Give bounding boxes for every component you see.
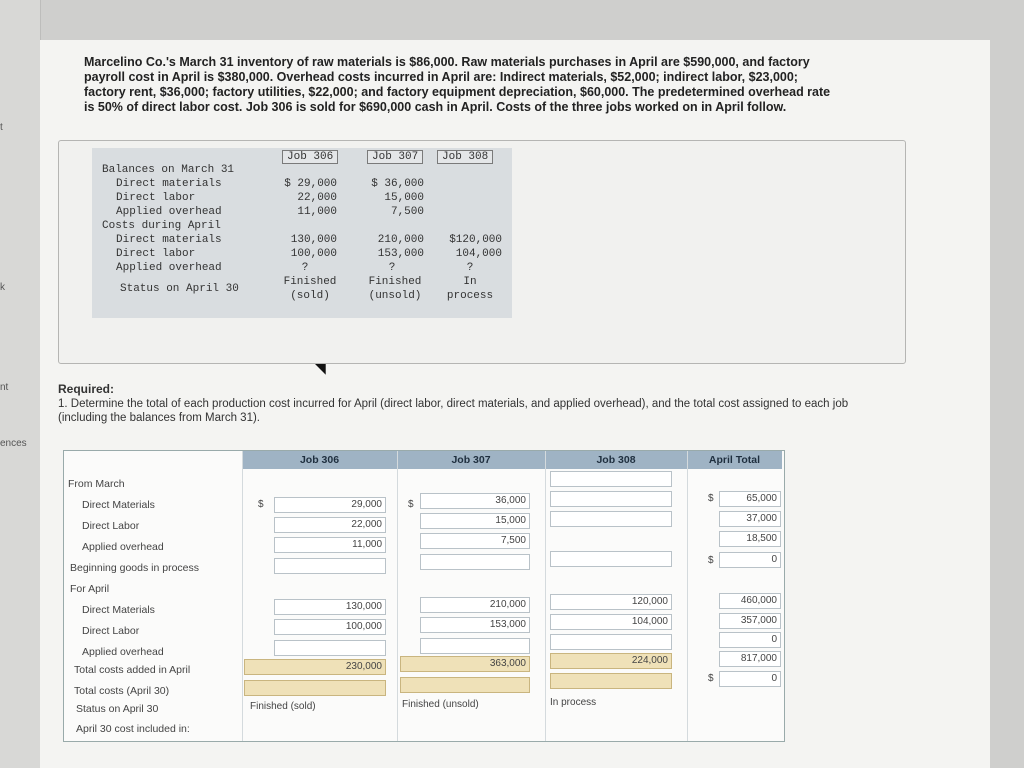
input-total-dm-march[interactable]: 65,000	[719, 491, 781, 507]
input-total-dm-april[interactable]: 460,000	[719, 593, 781, 609]
sidebar-label: k	[0, 282, 5, 293]
input-306-total-added[interactable]: 230,000	[244, 659, 386, 675]
cell-value: 22,000	[297, 192, 337, 204]
input-306-oh-march[interactable]: 11,000	[274, 537, 386, 553]
left-sidebar	[0, 0, 41, 768]
cell-value: 7,500	[390, 206, 424, 218]
cell-value: 130,000	[290, 234, 337, 246]
grid-row-label: Total costs added in April	[74, 664, 191, 676]
input-306-dm-april[interactable]: 130,000	[274, 599, 386, 615]
row-label: Direct labor	[116, 248, 196, 260]
section-balances: Balances on March 31	[102, 164, 235, 176]
status-306-b: (sold)	[290, 290, 330, 302]
grid-row-label: Direct Labor	[82, 625, 140, 637]
grid-row-label: Beginning goods in process	[70, 562, 200, 574]
input-307-total-added[interactable]: 363,000	[400, 656, 530, 672]
currency-symbol: $	[708, 493, 714, 504]
cell-value: ?	[466, 262, 474, 274]
grid-row-label: Total costs (April 30)	[74, 685, 170, 697]
cell-value: 11,000	[297, 206, 337, 218]
input-307-total-costs[interactable]	[400, 677, 530, 693]
header-job-308: Job 308	[437, 150, 493, 164]
status-label: Status on April 30	[120, 283, 239, 295]
input-total-begin-gip[interactable]: 0	[719, 552, 781, 568]
input-308-total-costs[interactable]	[550, 673, 672, 689]
header-job-307: Job 307	[367, 150, 423, 164]
input-308-begin-gip[interactable]	[550, 551, 672, 567]
job-cost-table	[92, 148, 512, 318]
grid-row-label: From March	[68, 478, 125, 490]
grid-header-job-307: Job 307	[397, 451, 545, 469]
problem-text: Marcelino Co.'s March 31 inventory of raw materials is $86,000. Raw materials purchases in April are $590,000, and factory payroll cost in April is $380,000. Overhead costs incurred in April are: Indirect materials, $52,000; indirect labor, $23,000; factory rent, $36,000; factory utilities, $22,000; and factory equipment depreciation, $60,000. The predetermined overhead rate is 50% of direct labor cost. Job 306 is sold for $690,000 cash in April. Costs of the three jobs worked on in April follow.	[84, 55, 831, 114]
currency-symbol: $	[258, 499, 264, 510]
input-total-oh-april[interactable]: 0	[719, 632, 781, 648]
cell-value: 15,000	[384, 192, 424, 204]
status-306-a: Finished	[283, 276, 337, 288]
input-306-total-costs[interactable]	[244, 680, 386, 696]
input-308-dm-march[interactable]	[550, 471, 672, 487]
input-total-dl-march[interactable]: 37,000	[719, 511, 781, 527]
grid-header-april-total: April Total	[687, 451, 782, 469]
input-308-oh-april[interactable]	[550, 634, 672, 650]
input-307-oh-april[interactable]	[420, 638, 530, 654]
status-308[interactable]: In process	[550, 697, 597, 708]
cell-value: 210,000	[377, 234, 424, 246]
status-308-a: In	[463, 276, 477, 288]
input-308-total-added[interactable]: 224,000	[550, 653, 672, 669]
required-section	[58, 382, 888, 425]
status-308-b: process	[446, 290, 494, 302]
grid-row-label: Direct Materials	[82, 604, 155, 616]
currency-symbol: $	[708, 673, 714, 684]
grid-header-job-306: Job 306	[242, 451, 397, 469]
input-308-oh-march[interactable]	[550, 511, 672, 527]
cell-value: $ 29,000	[284, 178, 337, 190]
grid-row-label: April 30 cost included in:	[76, 723, 190, 735]
input-308-dl-april[interactable]: 104,000	[550, 614, 672, 630]
cell-value: 100,000	[290, 248, 337, 260]
row-label: Applied overhead	[116, 262, 222, 274]
cell-value: 153,000	[377, 248, 424, 260]
row-label: Direct materials	[116, 178, 222, 190]
input-306-begin-gip[interactable]	[274, 558, 386, 574]
input-307-dm-march[interactable]: 36,000	[420, 493, 530, 509]
input-306-dl-april[interactable]: 100,000	[274, 619, 386, 635]
required-text: 1. Determine the total of each production cost incurred for April (direct labor, direct materials, and applied overhead), and the total cost assigned to each job (including the balances from March 31).	[58, 398, 849, 424]
sidebar-label: ences	[0, 438, 27, 449]
input-308-dl-march[interactable]	[550, 491, 672, 507]
input-307-dm-april[interactable]: 210,000	[420, 597, 530, 613]
cell-value: $120,000	[449, 234, 502, 246]
input-306-dl-march[interactable]: 22,000	[274, 517, 386, 533]
input-307-begin-gip[interactable]	[420, 554, 530, 570]
row-label: Direct materials	[116, 234, 222, 246]
input-307-oh-march[interactable]: 7,500	[420, 533, 530, 549]
input-307-dl-april[interactable]: 153,000	[420, 617, 530, 633]
answer-grid	[63, 450, 785, 742]
input-308-dm-april[interactable]: 120,000	[550, 594, 672, 610]
input-total-oh-march[interactable]: 18,500	[719, 531, 781, 547]
status-307-b: (unsold)	[368, 290, 422, 302]
cell-value: ?	[388, 262, 396, 274]
grid-row-label: Direct Labor	[82, 520, 140, 532]
status-306[interactable]: Finished (sold)	[250, 701, 316, 712]
input-total-costs[interactable]: 0	[719, 671, 781, 687]
row-label: Direct labor	[116, 192, 196, 204]
input-total-dl-april[interactable]: 357,000	[719, 613, 781, 629]
grid-row-label: Applied overhead	[82, 646, 164, 658]
header-job-306: Job 306	[282, 150, 338, 164]
row-label: Applied overhead	[116, 206, 222, 218]
currency-symbol: $	[408, 499, 414, 510]
sidebar-label: t	[0, 122, 3, 133]
sidebar-label: nt	[0, 382, 9, 393]
status-307[interactable]: Finished (unsold)	[402, 699, 479, 710]
currency-symbol: $	[708, 555, 714, 566]
grid-header-job-308: Job 308	[545, 451, 687, 469]
grid-row-label: Status on April 30	[76, 703, 159, 715]
mouse-pointer-icon: ◥	[315, 360, 326, 376]
grid-row-label: Applied overhead	[82, 541, 164, 553]
section-costs-april: Costs during April	[102, 220, 221, 232]
grid-row-label: Direct Materials	[82, 499, 155, 511]
cell-value: ?	[301, 262, 309, 274]
cell-value: 104,000	[455, 248, 502, 260]
input-total-added[interactable]: 817,000	[719, 651, 781, 667]
cell-value: $ 36,000	[371, 178, 424, 190]
input-307-dl-march[interactable]: 15,000	[420, 513, 530, 529]
input-306-dm-march[interactable]: 29,000	[274, 497, 386, 513]
input-306-oh-april[interactable]	[274, 640, 386, 656]
required-title: Required:	[58, 382, 115, 396]
grid-row-label: For April	[70, 583, 110, 595]
status-307-a: Finished	[368, 276, 422, 288]
